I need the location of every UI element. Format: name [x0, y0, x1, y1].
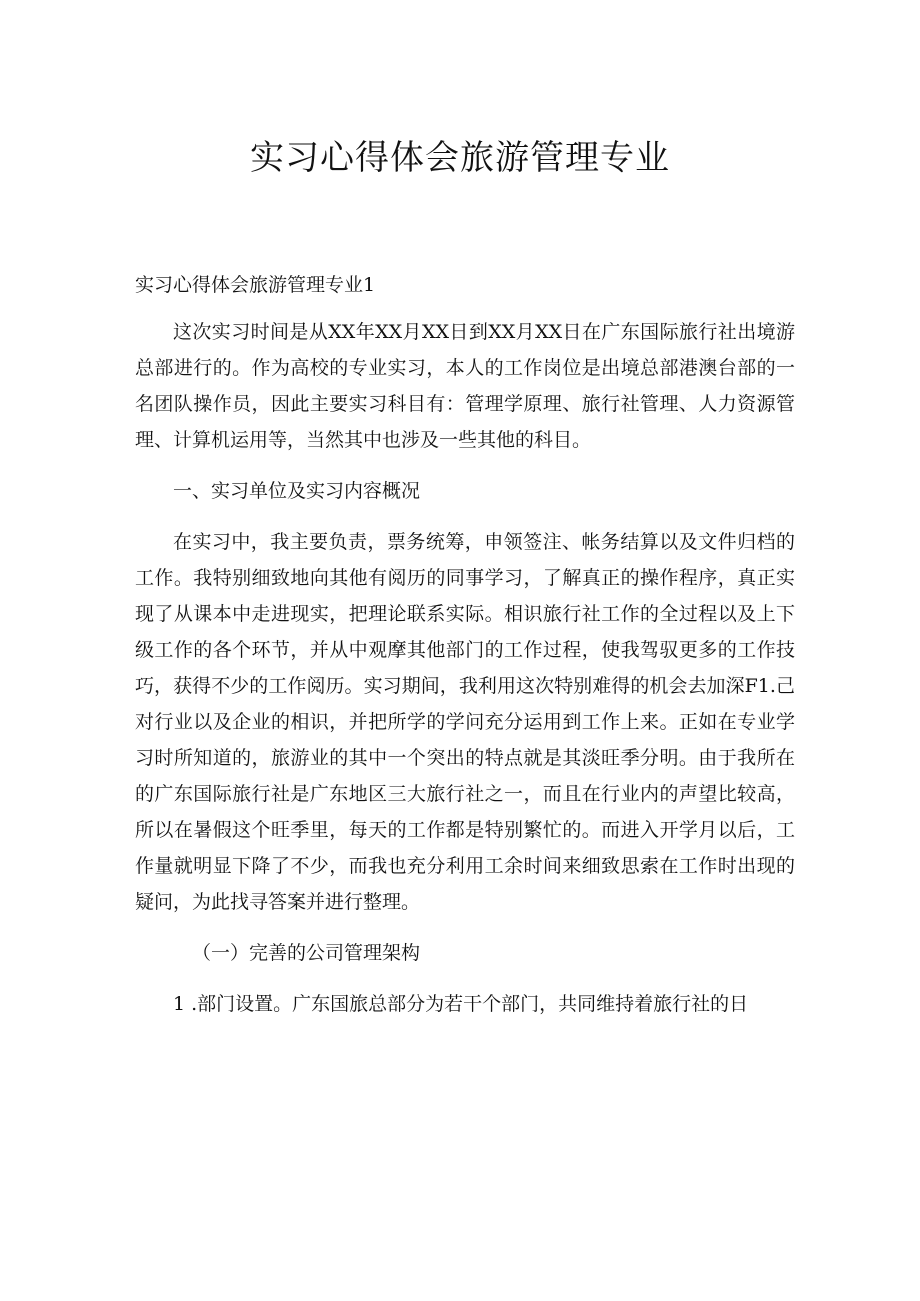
document-title: 实习心得体会旅游管理专业	[250, 138, 670, 178]
section-heading-1: 一、实习单位及实习内容概况	[173, 480, 421, 502]
document-body	[135, 314, 795, 1037]
paragraph-internship-content: 在实习中，我主要负责，票务统筹，申领签注、帐务结算以及文件归档的工作。我特别细致地向其他有阅历的同事学习，了解真正的操作程序，真正实现了从课本中走进现实，把理论联系实际。相识旅行社工作的全过程以及上下级工作的各个环节，并从中观摩其他部门的工作过程，使我驾驭更多的工作技巧，获得不少的工作阅历。实习期间，我利用这次特别难得的机会去加深F1.己对行业以及企业的相识，并把所学的学问充分运用到工作上来。正如在专业学习时所知道的，旅游业的其中一个突出的特点就是其淡旺季分明。由于我所在的广东国际旅行社是广东地区三大旅行社之一，而且在行业内的声望比较高，所以在暑假这个旺季里，每天的工作都是特别繁忙的。而进入开学月以后，工作量就明显下降了不少，而我也充分利用工余时间来细致思索在工作时出现的疑问，为此找寻答案并进行整理。	[135, 531, 795, 913]
paragraph-department-setup: 1 .部门设置。广东国旅总部分为若干个部门，共同维持着旅行社的日	[173, 993, 749, 1015]
paragraph-intro: 这次实习时间是从XX年XX月XX日到XX月XX日在广东国际旅行社出境游总部进行的。作为高校的专业实习，本人的工作岗位是出境总部港澳台部的一名团队操作员，因此主要实习科目有：管理学原理、旅行社管理、人力资源管理、计算机运用等，当然其中也涉及一些其他的科目。	[135, 321, 795, 451]
section-subtitle: 实习心得体会旅游管理专业1	[135, 274, 376, 296]
subsection-heading-1: （一）完善的公司管理架构	[192, 942, 421, 964]
